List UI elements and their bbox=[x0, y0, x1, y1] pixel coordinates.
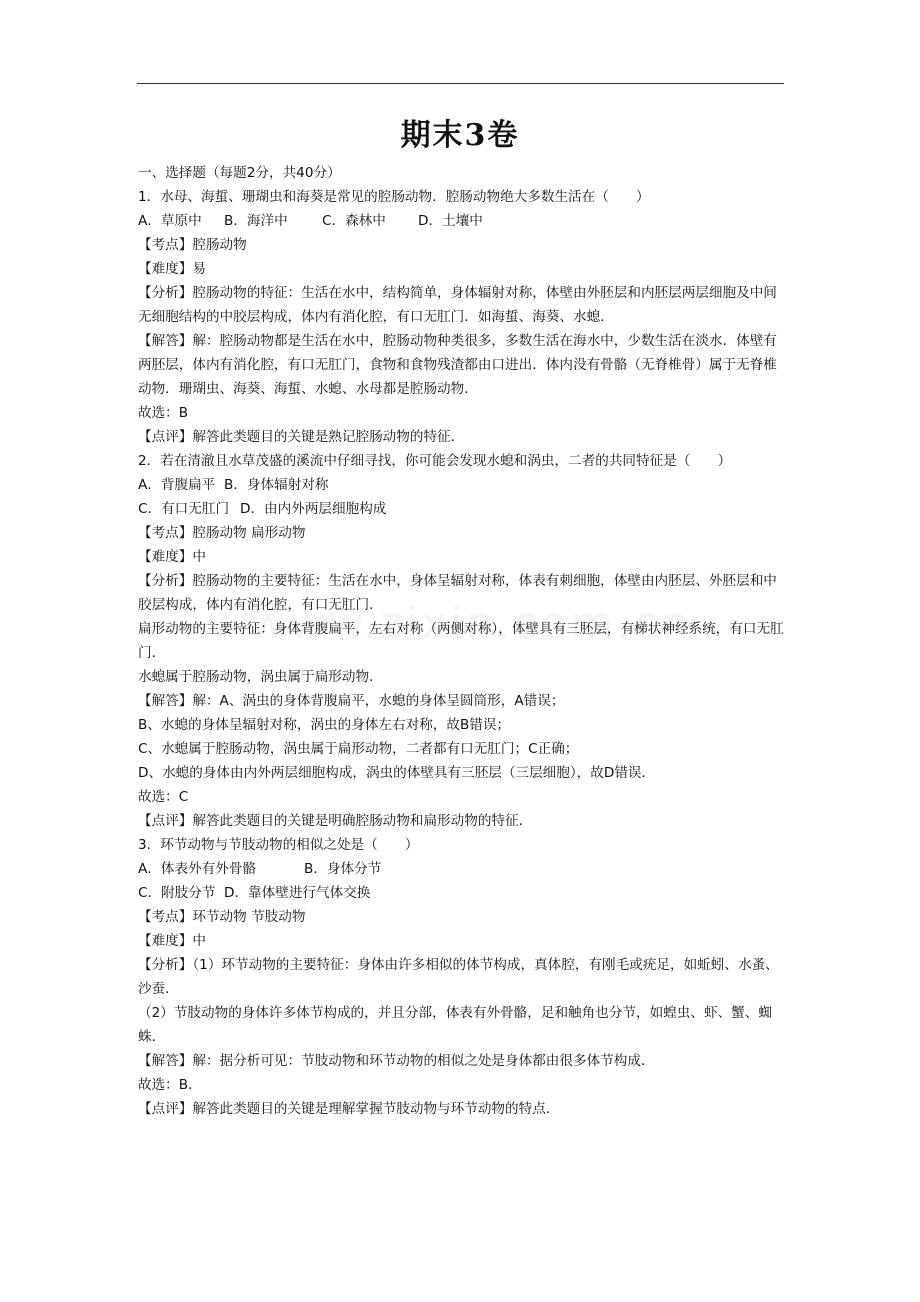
q2-options-row1 bbox=[138, 473, 790, 497]
q1-answer: 故选：B bbox=[138, 405, 189, 421]
q3-options-row2 bbox=[138, 881, 790, 905]
q2-dianping: 【点评】解答此类题目的关键是明确腔肠动物和扁形动物的特征． bbox=[138, 813, 533, 829]
section-header: 一、选择题（每题2分，共40分） bbox=[138, 165, 341, 181]
q2-option-d: D．由内外两层细胞构成 bbox=[240, 501, 387, 517]
q3-option-d: D．靠体壁进行气体交换 bbox=[224, 885, 371, 901]
q1-option-b: B．海洋中 bbox=[224, 213, 288, 229]
q3-jieda: 【解答】解：据分析可见：节肢动物和环节动物的相似之处是身体都由很多体节构成． bbox=[138, 1053, 655, 1069]
q2-option-b: B．身体辐射对称 bbox=[224, 477, 329, 493]
q2-option-c: C．有口无肛门 bbox=[138, 501, 230, 517]
q2-jieda-2: B、水螅的身体呈辐射对称，涡虫的身体左右对称，故B错误； bbox=[138, 717, 511, 733]
q2-jieda-3: C、水螅属于腔肠动物，涡虫属于扁形动物，二者都有口无肛门；C正确； bbox=[138, 741, 579, 757]
q3-dianping: 【点评】解答此类题目的关键是理解掌握节肢动物与环节动物的特点． bbox=[138, 1101, 560, 1117]
q1-kaodian: 【考点】腔肠动物 bbox=[138, 237, 247, 253]
q3-options-row1 bbox=[138, 857, 790, 881]
document-body bbox=[138, 161, 790, 1121]
q2-fenxi-1: 【分析】腔肠动物的主要特征：生活在水中，身体呈辐射对称，体表有刺细胞，体壁由内胚层、外胚层和中胶层构成，体内有消化腔，有口无肛门． bbox=[138, 573, 777, 613]
page-title: 期末3卷 bbox=[400, 118, 520, 153]
q1-stem: 1．水母、海蜇、珊瑚虫和海葵是常见的腔肠动物．腔肠动物绝大多数生活在（ ） bbox=[138, 189, 650, 205]
q3-fenxi-1: 【分析】（1）环节动物的主要特征：身体由许多相似的体节构成，真体腔，有刚毛或疣足，如蚯蚓、水蚤、沙蚕． bbox=[138, 957, 779, 997]
q3-nandu: 【难度】中 bbox=[138, 933, 206, 949]
q2-nandu: 【难度】中 bbox=[138, 549, 206, 565]
q1-option-d: D．土壤中 bbox=[418, 213, 483, 229]
q2-fenxi-3: 水螅属于腔肠动物，涡虫属于扁形动物． bbox=[138, 669, 383, 685]
q2-option-a: A．背腹扁平 bbox=[138, 477, 216, 493]
q3-stem: 3．环节动物与节肢动物的相似之处是（ ） bbox=[138, 837, 419, 853]
header-rule bbox=[137, 83, 784, 84]
q3-option-a: A．体表外有外骨骼 bbox=[138, 861, 257, 877]
q3-kaodian: 【考点】环节动物 节肢动物 bbox=[138, 909, 306, 925]
q1-nandu: 【难度】易 bbox=[138, 261, 206, 277]
q2-options-row2 bbox=[138, 497, 790, 521]
q1-options bbox=[138, 209, 790, 233]
q1-jieda: 【解答】解：腔肠动物都是生活在水中，腔肠动物种类很多，多数生活在海水中，少数生活在淡水．体壁有两胚层，体内有消化腔，有口无肛门，食物和食物残渣都由口进出．体内没有骨骼（无脊椎骨）属于无脊椎动物．珊瑚虫、海葵、海蜇、水螅、水母都是腔肠动物． bbox=[138, 333, 777, 397]
q3-answer: 故选：B． bbox=[138, 1077, 202, 1093]
q2-stem: 2．若在清澈且水草茂盛的溪流中仔细寻找，你可能会发现水螅和涡虫，二者的共同特征是（ ） bbox=[138, 453, 732, 469]
q2-answer: 故选：C bbox=[138, 789, 189, 805]
q2-jieda-1: 【解答】解：A、涡虫的身体背腹扁平，水螅的身体呈圆筒形，A错误； bbox=[138, 693, 565, 709]
q1-fenxi: 【分析】腔肠动物的特征：生活在水中，结构简单，身体辐射对称，体壁由外胚层和内胚层两层细胞及中间无细胞结构的中胶层构成，体内有消化腔，有口无肛门．如海蜇、海葵、水螅． bbox=[138, 285, 777, 325]
q1-dianping: 【点评】解答此类题目的关键是熟记腔肠动物的特征． bbox=[138, 429, 465, 445]
q2-jieda-4: D、水螅的身体由内外两层细胞构成，涡虫的体壁具有三胚层（三层细胞），故D错误． bbox=[138, 765, 656, 781]
q3-option-c: C．附肢分节 bbox=[138, 885, 216, 901]
q2-fenxi-2: 扁形动物的主要特征：身体背腹扁平，左右对称（两侧对称），体壁具有三胚层，有梯状神经系统，有口无肛门． bbox=[138, 621, 784, 661]
q3-option-b: B．身体分节 bbox=[304, 861, 382, 877]
q2-kaodian: 【考点】腔肠动物 扁形动物 bbox=[138, 525, 306, 541]
q1-option-a: A．草原中 bbox=[138, 213, 202, 229]
q3-fenxi-2: （2）节肢动物的身体许多体节构成的，并且分部，体表有外骨骼，足和触角也分节，如蝗虫、虾、蟹、蜘蛛． bbox=[138, 1005, 772, 1045]
q1-option-c: C．森林中 bbox=[322, 213, 386, 229]
